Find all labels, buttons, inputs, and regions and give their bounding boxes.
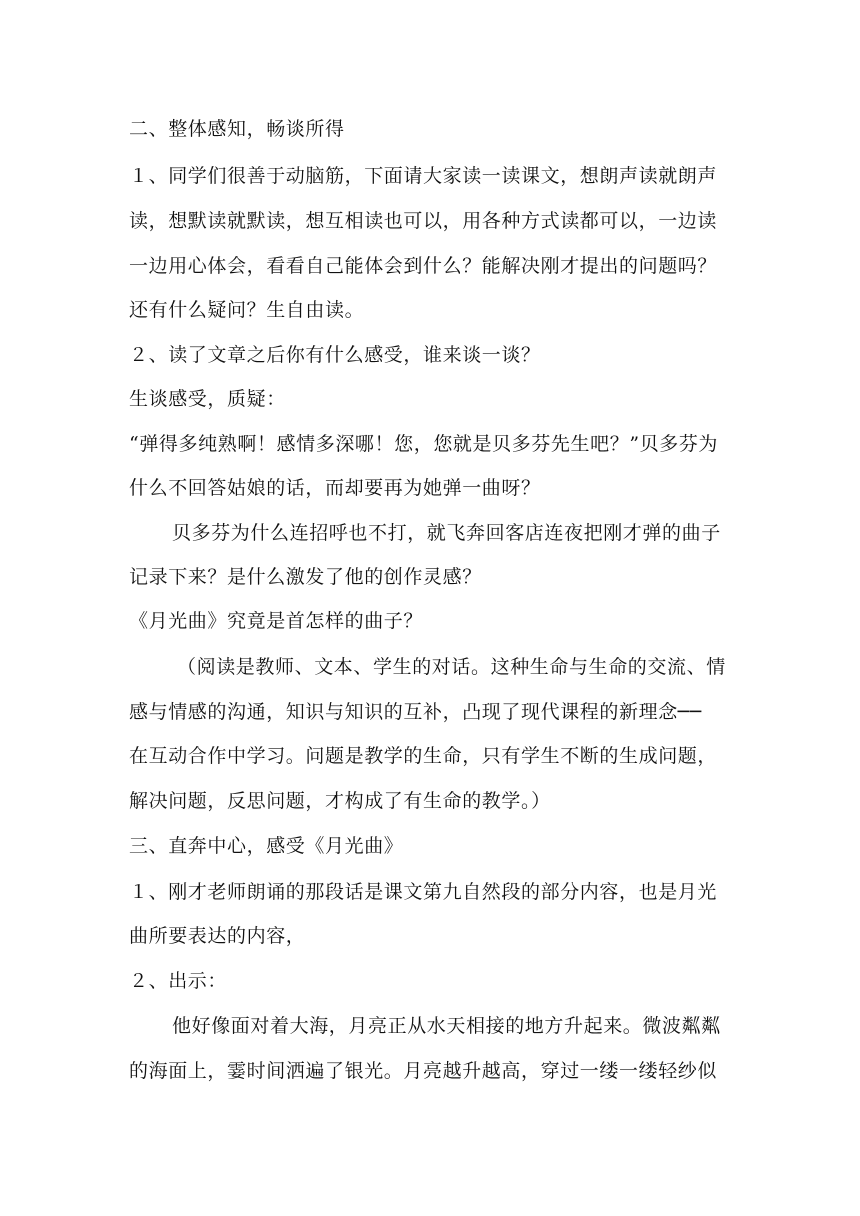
paragraph-line: 记录下来？是什么激发了他的创作灵感？ xyxy=(129,566,482,588)
paragraph-line: 一边用心体会，看看自己能体会到什么？能解决刚才提出的问题吗？ xyxy=(129,255,718,277)
paragraph-line: １、同学们很善于动脑筋，下面请大家读一读课文，想朗声读就朗声 xyxy=(129,165,718,187)
paragraph-line: 他好像面对着大海，月亮正从水天相接的地方升起来。微波粼粼 xyxy=(172,1015,721,1037)
paragraph-line: 贝多芬为什么连招呼也不打，就飞奔回客店连夜把刚才弹的曲子 xyxy=(172,522,721,544)
paragraph-line: 的海面上，霎时间洒遍了银光。月亮越升越高，穿过一缕一缕轻纱似 xyxy=(129,1060,718,1082)
paragraph-line: （阅读是教师、文本、学生的对话。这种生命与生命的交流、情 xyxy=(177,656,726,678)
paragraph-line: 什么不回答姑娘的话，而却要再为她弹一曲呀？ xyxy=(129,477,541,499)
paragraph-line: 还有什么疑问？生自由读。 xyxy=(129,299,365,321)
paragraph-line: １、刚才老师朗诵的那段话是课文第九自然段的部分内容，也是月光 xyxy=(129,881,718,903)
paragraph-line: 生谈感受，质疑： xyxy=(129,388,286,410)
paragraph-line: ２、出示： xyxy=(129,970,228,992)
paragraph-line: 感与情感的沟通，知识与知识的互补，凸现了现代课程的新理念── xyxy=(129,701,702,723)
paragraph-line: 在互动合作中学习。问题是教学的生命，只有学生不断的生成问题， xyxy=(129,745,718,767)
section-heading-2: 二、整体感知，畅谈所得 xyxy=(129,118,345,140)
paragraph-line: 曲所要表达的内容， xyxy=(129,925,306,947)
paragraph-line: 《月光曲》究竟是首怎样的曲子？ xyxy=(129,610,424,632)
paragraph-line: 解决问题，反思问题，才构成了有生命的教学。） xyxy=(129,790,551,812)
paragraph-line: “弹得多纯熟啊！感情多深哪！您，您就是贝多芬先生吧？”贝多芬为 xyxy=(129,433,719,455)
paragraph-line: 读，想默读就默读，想互相读也可以，用各种方式读都可以，一边读 xyxy=(129,210,718,232)
section-heading-3: 三、直奔中心，感受《月光曲》 xyxy=(129,835,404,857)
paragraph-line: ２、读了文章之后你有什么感受，谁来谈一谈？ xyxy=(129,344,541,366)
